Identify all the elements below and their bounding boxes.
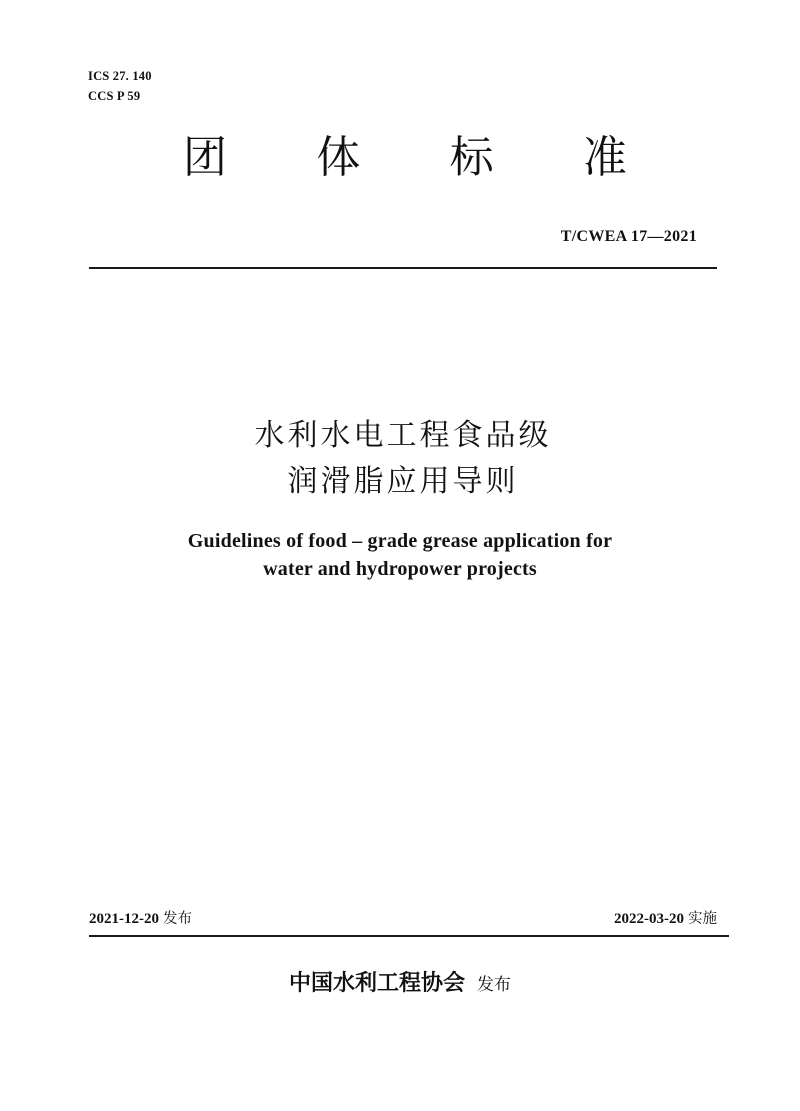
standard-category-title [180, 128, 630, 188]
english-title-line-2: water and hydropower projects [263, 558, 537, 580]
bottom-divider [89, 935, 729, 937]
category-char: 团 [183, 132, 227, 183]
english-title-line-1: Guidelines of food – grade grease application for [187, 530, 613, 552]
category-char: 体 [316, 132, 361, 183]
publisher-name: 中国水利工程协会 [288, 970, 465, 996]
category-char: 准 [582, 132, 627, 183]
publisher-block [0, 966, 800, 1002]
ics-code: ICS 27. 140 [88, 69, 152, 83]
publisher-action: 发布 [477, 975, 511, 995]
top-divider [89, 267, 717, 269]
implementation-date: 2022-03-20 [614, 911, 684, 927]
issue-date-block [89, 907, 192, 928]
issue-label: 发布 [163, 911, 192, 927]
chinese-title-line-1: 水利水电工程食品级 [254, 418, 552, 453]
standard-number: T/CWEA 17—2021 [560, 228, 697, 245]
issue-date: 2021-12-20 [89, 911, 159, 927]
ccs-code: CCS P 59 [88, 89, 141, 103]
english-title [0, 527, 800, 583]
chinese-title-line-2: 润滑脂应用导则 [287, 464, 519, 499]
implementation-date-block [614, 907, 717, 928]
category-char: 标 [449, 132, 494, 183]
chinese-title [0, 413, 800, 505]
implementation-label: 实施 [688, 911, 717, 927]
classification-codes [88, 66, 152, 106]
